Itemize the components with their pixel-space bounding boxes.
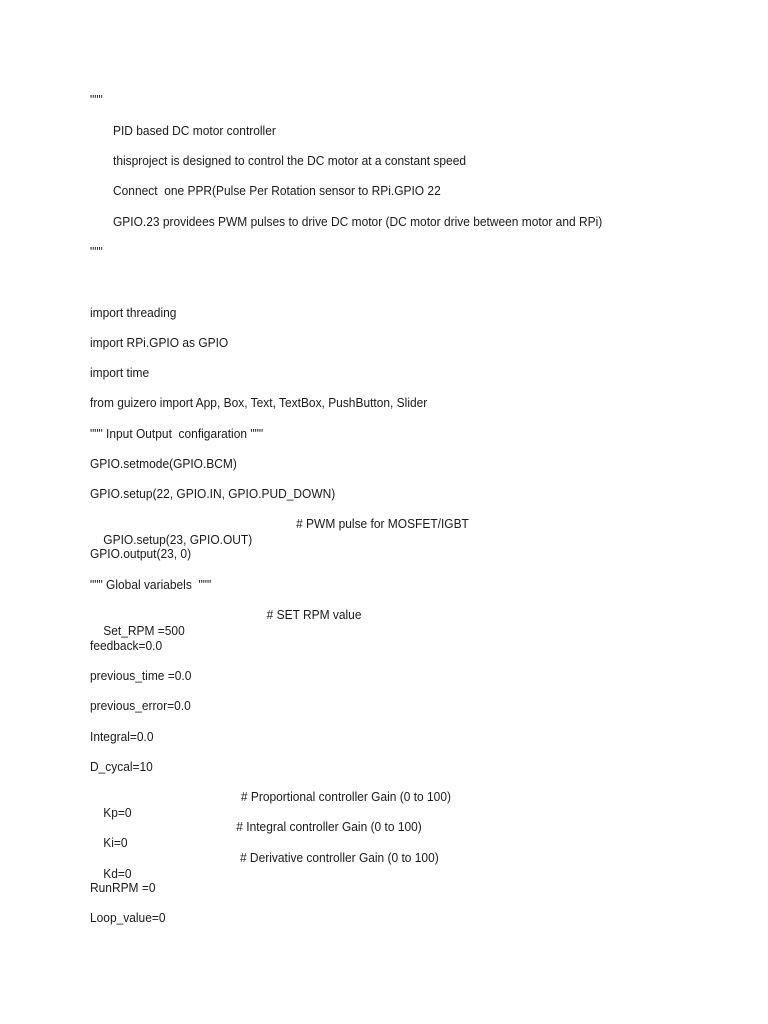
gpio-setup-input: GPIO.setup(22, GPIO.IN, GPIO.PUD_DOWN) [90, 486, 336, 501]
docstring-open: """ [90, 92, 103, 107]
import-gpio: import RPi.GPIO as GPIO [90, 335, 229, 350]
loop-value-var: Loop_value=0 [90, 910, 166, 925]
set-rpm-comment: # SET RPM value [266, 607, 362, 622]
io-config-comment: """ Input Output configaration """ [90, 426, 264, 441]
gpio-setmode: GPIO.setmode(GPIO.BCM) [90, 456, 237, 471]
pwm-comment: # PWM pulse for MOSFET/IGBT [296, 516, 469, 531]
docstring-line-sensor: Connect one PPR(Pulse Per Rotation sensor to RPi.GPIO 22 [113, 183, 441, 198]
gpio-setup-output: GPIO.setup(23, GPIO.OUT) [103, 532, 253, 547]
run-rpm-var: RunRPM =0 [90, 880, 156, 895]
previous-time-var: previous_time =0.0 [90, 668, 192, 683]
kp-var: Kp=0 [103, 805, 132, 820]
kd-var: Kd=0 [103, 866, 132, 881]
d-cycal-var: D_cycal=10 [90, 759, 153, 774]
globals-comment: """ Global variabels """ [90, 577, 212, 592]
ki-var: Ki=0 [103, 835, 128, 850]
kp-comment: # Proportional controller Gain (0 to 100) [240, 789, 451, 804]
docstring-line-purpose: thisproject is designed to control the DC motor at a constant speed [113, 153, 467, 168]
kd-comment: # Derivative controller Gain (0 to 100) [239, 850, 439, 865]
feedback-var: feedback=0.0 [90, 638, 163, 653]
gpio-output: GPIO.output(23, 0) [90, 546, 192, 561]
import-threading: import threading [90, 305, 177, 320]
import-guizero: from guizero import App, Box, Text, TextBox, PushButton, Slider [90, 395, 428, 410]
set-rpm: Set_RPM =500 [103, 623, 185, 638]
docstring-close: """ [90, 244, 103, 259]
docstring-line-pwm: GPIO.23 providees PWM pulses to drive DC motor (DC motor drive between motor and RPi) [113, 214, 603, 229]
import-time: import time [90, 365, 150, 380]
previous-error-var: previous_error=0.0 [90, 698, 191, 713]
docstring-line-title: PID based DC motor controller [113, 123, 276, 138]
ki-comment: # Integral controller Gain (0 to 100) [236, 819, 422, 834]
integral-var: Integral=0.0 [90, 729, 154, 744]
